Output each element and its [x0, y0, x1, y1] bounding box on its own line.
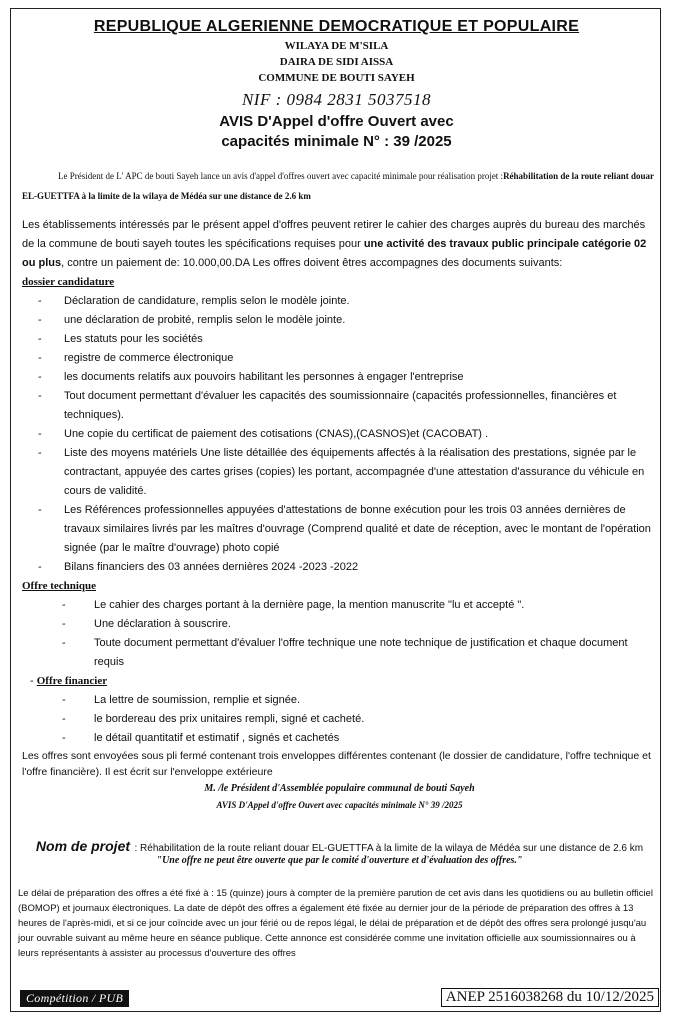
- list-item: - Toute document permettant d'évaluer l'offre technique une note technique de justification et chaque document requis: [22, 634, 657, 672]
- project-name-label: Nom de projet: [35, 838, 131, 854]
- intro-text: Le Président de L' APC de bouti Sayeh lance un avis d'appel d'offres ouvert avec capacité minimale pour réalisation projet :: [58, 171, 504, 181]
- list-item: - Le cahier des charges portant à la dernière page, la mention manuscrite "lu et accepté ".: [22, 596, 657, 615]
- financier-title: Offre financier: [36, 675, 108, 687]
- intro-paragraph: [22, 166, 657, 206]
- daira-line: DAIRA DE SIDI AISSA: [279, 56, 394, 68]
- financier-list: [22, 691, 657, 748]
- envoi-paragraph: Les offres sont envoyées sous pli fermé contenant trois enveloppes différentes contenant (le dossier de candidature, l'offre technique et l'offre financière). Il est écrit sur l'enveloppe extérieure: [22, 750, 651, 778]
- avis-title-line2: capacités minimale N° : 39 /2025: [221, 133, 452, 150]
- project-name-block: [22, 838, 657, 866]
- republic-title: REPUBLIQUE ALGERIENNE DEMOCRATIQUE ET POPULAIRE: [93, 18, 580, 35]
- deadline-paragraph: Le délai de préparation des offres a été fixé à : 15 (quinze) jours à compter de la première parution de cet avis dans les quotidiens ou au bulletin officiel (BOMOP) et journaux électroniques. La date de dépôt des offres a également été fixée au dernier jour de la période de préparation des offres à 13 heures de l'après-midi, et si ce jour coïncide avec un jour férié ou de repos légal, le délai de préparation et de dépôt des offres sera prolongé jusqu'au jour ouvrable suivant au même heure en séance publique. Cette annonce est considérée comme une invitation officielle aux soumissionnaires ou à leurs représentants à assister au processus d'ouverture des offres: [18, 888, 653, 959]
- technique-list: [22, 596, 657, 672]
- signature-line1: M. /le Président d'Assemblée populaire communal de bouti Sayeh: [204, 783, 475, 794]
- list-item: - Une déclaration à souscrire.: [22, 615, 657, 634]
- list-item: - Une copie du certificat de paiement des cotisations (CNAS),(CASNOS)et (CACOBAT) .: [22, 425, 657, 444]
- list-item: - La lettre de soumission, remplie et signée.: [22, 691, 657, 710]
- list-item: - Tout document permettant d'évaluer les capacités des soumissionnaire (capacités professionnelles, financières et techniques).: [22, 387, 657, 425]
- project-name-value: : Réhabilitation de la route reliant douar EL-GUETTFA à la limite de la wilaya de Médéa sur une distance de 2.6 km: [134, 843, 644, 854]
- avis-title-line1: AVIS D'Appel d'offre Ouvert avec: [219, 113, 454, 130]
- nif-line: NIF : 0984 2831 5037518: [241, 90, 432, 109]
- opening-quote: "Une offre ne peut être ouverte que par le comité d'ouverture et d'évaluation des offres.": [156, 855, 523, 866]
- competition-badge: Compétition / PUB: [20, 990, 129, 1007]
- list-item: - Les Références professionnelles appuyées d'attestations de bonne exécution pour les trois 03 années dernières de travaux similaires livrés par les maîtres d'ouvrage (Comprend qualité et date de réception, avec le montant de l'opération signée (par le maître d'ouvrage) photo copié: [22, 501, 657, 558]
- commune-line: COMMUNE DE BOUTI SAYEH: [258, 72, 415, 84]
- notice-body: Les établissements intéressés par le présent appel d'offres peuvent retirer le cahier des charges auprès du bureau des marchés de la commune de bouti sayeh toutes les spécifications requises pour une activité des travaux public principale catégorie 02 ou plus, contre un paiement de: 10.000,00.DA Les offres doivent êtres accompagnes des documents suivants: dossier candidature - Déclaration de candidature, remplis selon le modèle jointe. - une déclaration de probité, remplis selon le modèle jointe. - Les statuts pour les sociétés - registre de commerce électronique - les documents relatifs aux pouvoirs habilitant les personnes à engager l'entreprise - Tout document permettant d'évaluer les capacités des soumissionnaire (capacités professionnelles, financières et techniques). - Une copie du certificat de paiement des cotisations (CNAS),(CASNOS)et (CACOBAT) . - Liste des moyens matériels Une liste détaillée des équipements affectés à la réalisation des prestations, signée par le contractant, appuyée des cartes grises (copies) les portant, accompagnée d'une attestation d'assurance du véhicule en cours de validité. - Les Références professionnelles appuyées d'attestations de bonne exécution pour les trois 03 années dernières de travaux similaires livrés par les maîtres d'ouvrage (Comprend qualité et date de réception, avec le montant de l'opération signée (par le maître d'ouvrage) photo copié - Bilans financiers des 03 années dernières 2024 -2023 -2022 Offre technique - Le cahier des charges portant à la dernière page, la mention manuscrite "lu et accepté ". - Une déclaration à souscrire. - Toute document permettant d'évaluer l'offre technique une note technique de justification et chaque document requis - Offre financier - La lettre de soumission, remplie et signée. - le bordereau des prix unitaires rempli, signé et cacheté. - le détail quantitatif et estimatif , signés et cachetés Les offres sont envoyées sous pli fermé contenant trois enveloppes différentes contenant (le dossier de candidature, l'offre technique et l'offre financière). Il est écrit sur l'enveloppe extérieure M. /le Président d'Assemblée populaire communal de bouti Sayeh AVIS D'Appel d'offre Ouvert avec capacités minimale N° 39 /2025: [22, 216, 657, 814]
- signature-line2: AVIS D'Appel d'offre Ouvert avec capacités minimale N° 39 /2025: [216, 800, 463, 810]
- dossier-list: [22, 292, 657, 577]
- list-item: - Déclaration de candidature, remplis selon le modèle jointe.: [22, 292, 657, 311]
- list-item: - le bordereau des prix unitaires rempli, signé et cacheté.: [22, 710, 657, 729]
- list-item: - le détail quantitatif et estimatif , signés et cachetés: [22, 729, 657, 748]
- anep-reference: ANEP 2516038268 du 10/12/2025: [441, 988, 659, 1007]
- list-item: - une déclaration de probité, remplis selon le modèle jointe.: [22, 311, 657, 330]
- list-item: - les documents relatifs aux pouvoirs habilitant les personnes à engager l'entreprise: [22, 368, 657, 387]
- intro-project: Réhabilitation de la route reliant douar EL-GUETTFA à la limite de la wilaya de Médéa sur une distance de 2.6 km: [22, 171, 654, 201]
- list-item: - Bilans financiers des 03 années dernières 2024 -2023 -2022: [22, 558, 657, 577]
- list-item: - Les statuts pour les sociétés: [22, 330, 657, 349]
- technique-title: Offre technique: [22, 580, 97, 592]
- list-item: - registre de commerce électronique: [22, 349, 657, 368]
- conditions-paragraph: Les établissements intéressés par le présent appel d'offres peuvent retirer le cahier des charges auprès du bureau des marchés de la commune de bouti sayeh toutes les spécifications requises pour une activité des travaux public principale catégorie 02 ou plus, contre un paiement de: 10.000,00.DA Les offres doivent êtres accompagnes des documents suivants:: [22, 219, 647, 269]
- wilaya-line: WILAYA DE M'SILA: [284, 40, 389, 52]
- list-item: - Liste des moyens matériels Une liste détaillée des équipements affectés à la réalisation des prestations, signée par le contractant, appuyée des cartes grises (copies) les portant, accompagnée d'une attestation d'assurance du véhicule en cours de validité.: [22, 444, 657, 501]
- dossier-title: dossier candidature: [22, 276, 115, 288]
